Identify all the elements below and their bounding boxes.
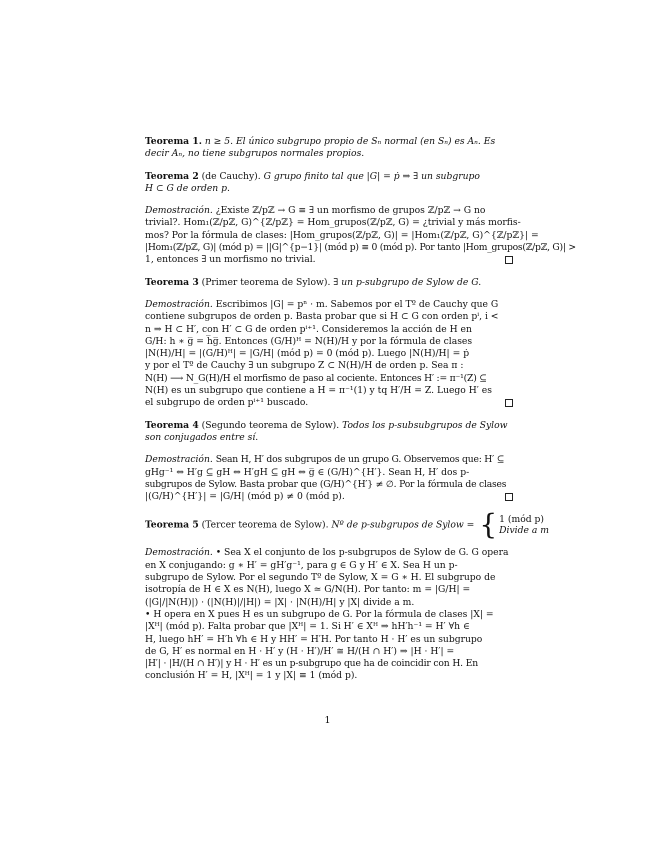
proof-4-line-2: gHg⁻¹ ⇔ H′g ⊆ gH ⇔ H′gH ⊆ gH ⇔ g̅ ∈ (G/H)^{H′}. Sean H, H′ dos p- xyxy=(145,466,470,478)
proof-5-line-11: conclusión H′ = H, |Xᴴ| = 1 y |X| ≡ 1 (mód p). xyxy=(145,670,358,682)
proof-4-line-4: |(G/H)^{H′}| = |G/H| (mód p) ≠ 0 (mód p). xyxy=(145,491,345,503)
proof-5-line-8: H, luego hH′ = H′h ∀h ∈ H y HH′ = H′H. Por tanto H · H′ es un subgrupo xyxy=(145,633,483,645)
proof-2 xyxy=(145,205,576,266)
theorem-2-name: (de Cauchy). xyxy=(201,170,261,182)
proof-5-line-7: |Xᴴ| (mód p). Falta probar que |Xᴴ| = 1. Si H′ ∈ Xᴴ ⇒ hH′h⁻¹ = H′ ∀h ∈ xyxy=(145,621,470,633)
case-2: Divide a m xyxy=(499,525,549,537)
proof-5-line-2: en X conjugando: g ∗ H′ = gH′g⁻¹, para g ∈ G y H′ ∈ X. Sea H un p- xyxy=(145,559,458,571)
proof-2-line-1: ¿Existe ℤ/pℤ → G ≡ ∃ un morfismo de grupos ℤ/pℤ → G no xyxy=(215,205,486,217)
proof-4-line-3: subgrupos de Sylow. Basta probar que (G/H)^{H′} ≠ ∅. Por la fórmula de clases xyxy=(145,478,507,490)
theorem-2-label: Teorema 2 xyxy=(145,170,199,182)
proof-3-line-5: |N(H)/H| = |(G/H)ᴴ| = |G/H| (mód p) = 0 (mód p). Luego |N(H)/H| = ṗ xyxy=(145,348,470,360)
theorem-4-label: Teorema 4 xyxy=(145,419,199,431)
proof-3-line-9: el subgrupo de orden pⁱ⁺¹ buscado. xyxy=(145,397,309,409)
proof-5-line-10: |H′| · |H/(H ∩ H′)| y H · H′ es un p-subgrupo que ha de coincidir con H. En xyxy=(145,658,479,670)
theorem-3-label: Teorema 3 xyxy=(145,276,199,288)
theorem-3-name: (Primer teorema de Sylow). xyxy=(201,276,331,288)
proof-4 xyxy=(145,454,513,503)
theorem-5-text: Nº de p-subgrupos de Sylow = xyxy=(331,519,475,531)
theorem-1-text: n ≥ 5. El único subgrupo propio de Sₙ normal (en Sₙ) es Aₙ. Es xyxy=(204,136,496,147)
proof-4-line-1: Sean H, H′ dos subgrupos de un grupo G. Observemos que: H′ ⊆ xyxy=(215,454,505,466)
proof-2-line-4: |Hom₁(ℤ/pℤ, G)| (mód p) = ||G|^{p−1}| (mód p) ≡ 0 (mód p). Por tanto |Hom_grupos(ℤ/pℤ, G)| > xyxy=(145,242,576,254)
proof-5 xyxy=(145,547,513,682)
proof-3-line-7: N(H) ⟶ N_G(H)/H el morfismo de paso al cociente. Entonces H′ := π⁻¹(Z) ⊆ xyxy=(145,372,487,384)
proof-5-line-6: • H opera en X pues H es un subgrupo de G. Por la fórmula de clases |X| = xyxy=(145,608,494,620)
proof-4-lead: Demostración. xyxy=(145,454,213,466)
proof-5-line-1: • Sea X el conjunto de los p-subgrupos de Sylow de G. G opera xyxy=(215,547,509,559)
qed-square-icon xyxy=(505,256,513,264)
theorem-1 xyxy=(145,136,513,161)
theorem-5 xyxy=(145,508,549,542)
theorem-1-text-2: decir Aₙ, no tiene subgrupos normales propios. xyxy=(145,148,365,160)
proof-2-line-5: 1, entonces ∃ un morfismo no trivial. xyxy=(145,254,316,266)
theorem-3 xyxy=(145,277,513,289)
case-1: 1 (mód p) xyxy=(499,514,545,526)
proof-2-line-3: mos? Por la fórmula de clases: |Hom_grupos(ℤ/pℤ, G)| = |Hom₁(ℤ/pℤ, G)^{ℤ/pℤ}| = xyxy=(145,229,539,241)
theorem-3-text: ∃ un p-subgrupo de Sylow de G. xyxy=(333,276,482,288)
theorem-4-text-2: son conjugados entre sí. xyxy=(145,431,259,443)
theorem-5-name: (Tercer teorema de Sylow). xyxy=(201,519,329,531)
cases-brace xyxy=(477,508,549,542)
theorem-4-text: Todos los p-subsubgrupos de Sylow xyxy=(342,419,508,431)
qed-square-icon xyxy=(505,493,513,501)
page-content xyxy=(145,136,576,693)
theorem-2-text: G grupo finito tal que |G| = ṗ ⇒ ∃ un subgrupo xyxy=(263,170,480,182)
proof-3-line-1: Escribimos |G| = pⁿ · m. Sabemos por el Tº de Cauchy que G xyxy=(215,298,499,310)
proof-3-line-6: y por el Tº de Cauchy ∃ un subgrupo Z ⊂ N(H)/H de orden p. Sea π : xyxy=(145,360,464,372)
theorem-1-label: Teorema 1. xyxy=(145,136,202,147)
proof-3-line-8: N(H) es un subgrupo que contiene a H = π⁻¹(1) y tq H′/H = Z. Luego H′ es xyxy=(145,385,492,397)
proof-5-line-4: isotropía de H ∈ X es N(H), luego X ≃ G/N(H). Por tanto: m = |G/H| = xyxy=(145,584,471,596)
page-number: 1 xyxy=(324,715,331,726)
theorem-5-label: Teorema 5 xyxy=(145,519,199,531)
theorem-4-name: (Segundo teorema de Sylow). xyxy=(201,419,340,431)
theorem-2 xyxy=(145,171,513,196)
qed-square-icon xyxy=(505,399,513,407)
left-brace-icon: { xyxy=(479,508,498,542)
proof-3-line-2: contiene subgrupos de orden p. Basta probar que si H ⊂ G con orden pⁱ, i < xyxy=(145,311,499,323)
proof-3 xyxy=(145,299,513,410)
proof-3-lead: Demostración. xyxy=(145,298,213,310)
proof-5-line-3: subgrupo de Sylow. Por el segundo Tº de Sylow, X = G ∗ H. El subgrupo de xyxy=(145,572,496,584)
proof-2-lead: Demostración. xyxy=(145,205,213,217)
proof-2-line-2: trivial?. Hom₁(ℤ/pℤ, G)^{ℤ/pℤ} = Hom_grupos(ℤ/pℤ, G) = ¿trivial y más morfis- xyxy=(145,217,521,229)
proof-5-line-5: (|G|/|N(H)|) · (|N(H)|/|H|) = |X| · |N(H)/H| y |X| divide a m. xyxy=(145,596,415,608)
proof-3-line-4: G/H: h ∗ g̅ = h̅g̅. Entonces (G/H)ᴴ = N(H)/H y por la fórmula de clases xyxy=(145,335,473,347)
proof-5-lead: Demostración. xyxy=(145,547,213,559)
proof-3-line-3: n ⇒ H ⊂ H′, con H′ ⊂ G de orden pⁱ⁺¹. Consideremos la acción de H en xyxy=(145,323,472,335)
proof-5-line-9: de G, H′ es normal en H · H′ y (H · H′)/H′ ≅ H/(H ∩ H′) ⇒ |H · H′| = xyxy=(145,645,455,657)
theorem-2-text-2: H ⊂ G de orden p. xyxy=(145,182,230,194)
theorem-4 xyxy=(145,420,513,445)
